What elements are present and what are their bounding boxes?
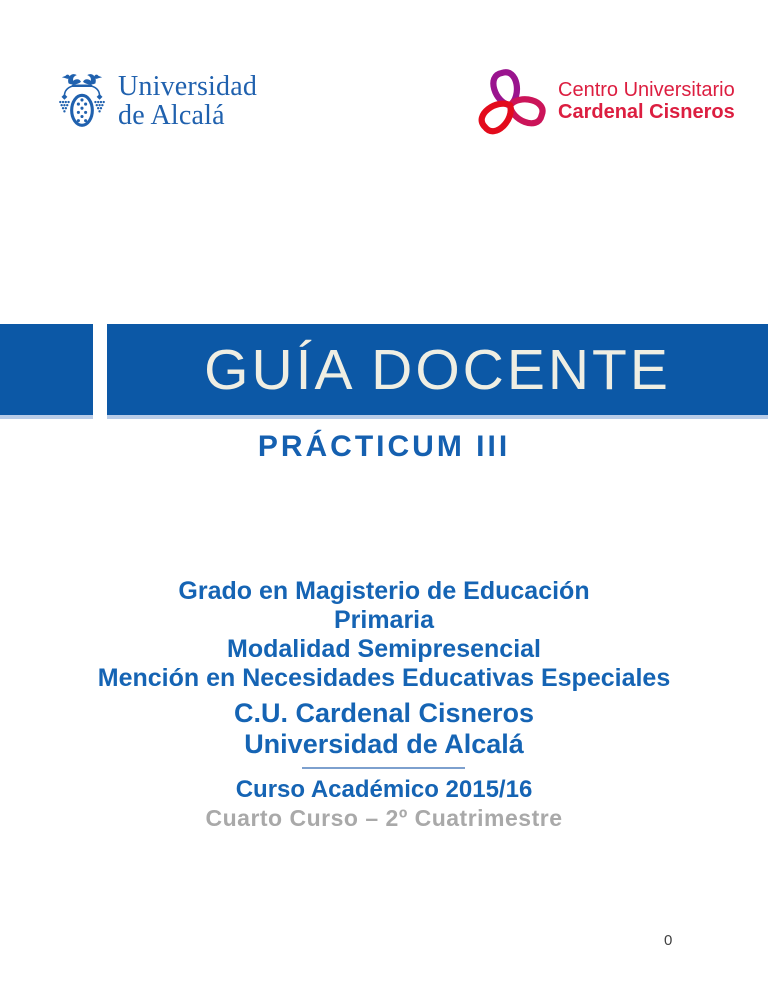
cucc-logo-line2: Cardenal Cisneros: [558, 101, 735, 123]
institution-line1: C.U. Cardenal Cisneros: [233, 698, 535, 728]
banner-left-block: [0, 324, 93, 415]
cucc-knot-icon: [474, 62, 546, 140]
institution-line2: Universidad de Alcalá: [244, 729, 524, 759]
degree-line2: Primaria: [333, 606, 435, 634]
subject-title: PRÁCTICUM III: [257, 430, 511, 463]
degree-block: [0, 577, 768, 693]
page-number: 0: [664, 932, 673, 949]
academic-year: Curso Académico 2015/16: [235, 776, 533, 803]
degree-line1: Grado en Magisterio de Educación: [178, 577, 590, 605]
uah-crest-icon: [56, 70, 108, 132]
banner-main-block: [107, 324, 768, 415]
cucc-logo: [474, 62, 735, 140]
institution-block: [0, 698, 768, 760]
course-term: Cuarto Curso – 2º Cuatrimestre: [205, 805, 563, 831]
divider-line: [302, 767, 465, 769]
degree-line3: Modalidad Semipresencial: [227, 635, 541, 663]
uah-logo: [56, 70, 257, 132]
cucc-logo-line1: Centro Universitario: [558, 79, 735, 101]
uah-logo-text: [118, 72, 257, 130]
uah-logo-line1: Universidad: [118, 71, 258, 102]
cucc-logo-text: [558, 79, 735, 123]
document-title: GUÍA DOCENTE: [204, 337, 671, 402]
uah-logo-line2: de Alcalá: [118, 100, 225, 131]
degree-line4: Mención en Necesidades Educativas Especiales: [97, 664, 671, 692]
